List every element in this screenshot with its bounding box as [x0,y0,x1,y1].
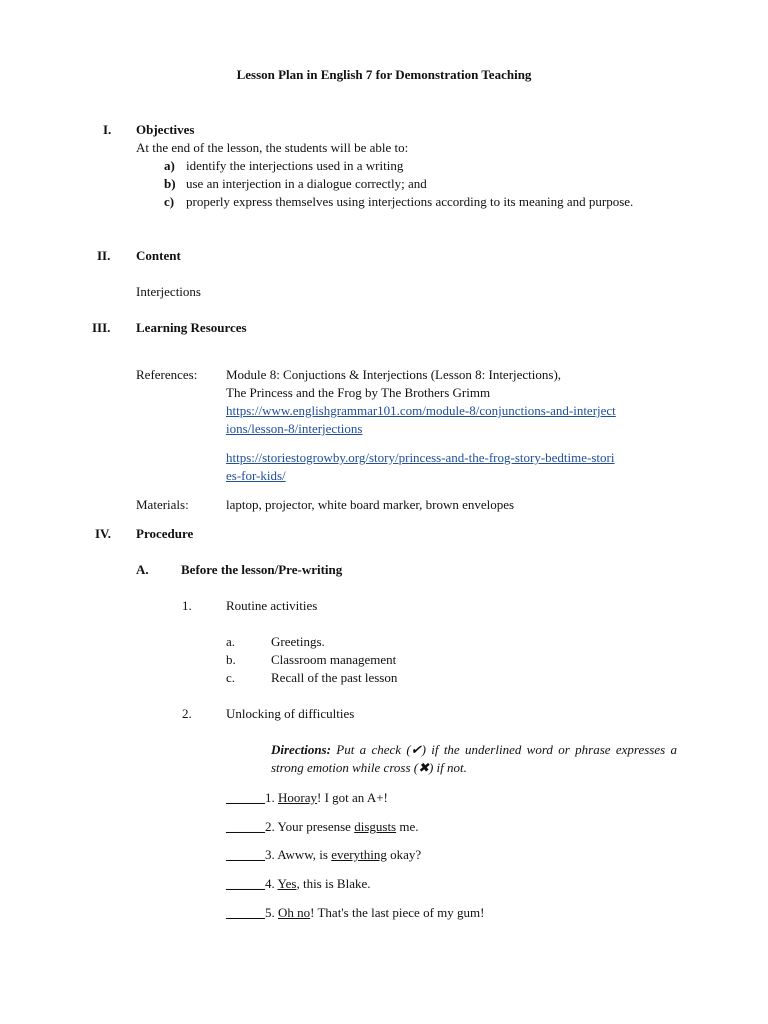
exercise-number: 2. [265,819,275,834]
objectives-intro: At the end of the lesson, the students will be able to: [136,140,409,155]
reference-link-grammar-cont[interactable]: ions/lesson-8/interjections [226,421,363,436]
exercise-item [226,904,484,922]
directions-paragraph [271,741,677,777]
answer-blank[interactable]: ______ [226,847,265,862]
step-title-1: Routine activities [226,598,318,613]
section-heading-resources: Learning Resources [136,320,247,335]
exercise-text: okay? [386,847,422,862]
step-number-2: 2. [182,706,192,721]
exercise-text: me. [396,819,419,834]
exercise-text: Awww, is [277,847,332,862]
routine-item-a: Greetings. [271,634,325,649]
references-label: References: [136,367,198,382]
exercise-text: , this is Blake. [296,876,371,891]
exercise-item [226,789,388,807]
exercise-number: 4. [265,876,275,891]
materials-label: Materials: [136,497,189,512]
routine-item-b: Classroom management [271,652,397,667]
objective-item-b: use an interjection in a dialogue correctly; and [186,176,427,191]
exercise-number: 1. [265,790,275,805]
section-heading-objectives: Objectives [136,122,195,137]
exercise-item [226,846,421,864]
exercise-number: 3. [265,847,275,862]
subsection-title-a: Before the lesson/Pre-writing [181,562,343,577]
section-number-procedure: IV. [95,526,112,541]
objective-item-c: properly express themselves using interjections according to its meaning and purpose. [186,194,634,209]
section-number-content: II. [97,248,111,263]
objective-letter-a: a) [164,158,175,173]
exercise-underlined-word: Yes [277,876,297,891]
directions-text: Put a check (✔) if the underlined word or phrase expresses a strong emotion while cross (✖) if not. [271,742,678,775]
exercise-underlined-word: Oh no [278,905,311,920]
reference-module: Module 8: Conjuctions & Interjections (Lesson 8: Interjections), [226,367,562,382]
reference-link-story-cont[interactable]: es-for-kids/ [226,468,286,483]
step-number-1: 1. [182,598,192,613]
exercise-underlined-word: Hooray [278,790,317,805]
subsection-letter-a: A. [136,562,149,577]
document-title: Lesson Plan in English 7 for Demonstration Teaching [236,67,532,82]
routine-letter-b: b. [226,652,236,667]
directions-label: Directions: [271,742,331,757]
answer-blank[interactable]: ______ [226,905,265,920]
step-title-2: Unlocking of difficulties [226,706,355,721]
exercise-item [226,818,419,836]
exercise-text: Your presense [277,819,355,834]
exercise-text: ! That's the last piece of my gum! [310,905,485,920]
materials-list: laptop, projector, white board marker, brown envelopes [226,497,515,512]
objective-letter-c: c) [164,194,175,209]
exercise-item [226,875,370,893]
section-heading-procedure: Procedure [136,526,194,541]
objective-item-a: identify the interjections used in a writing [186,158,404,173]
answer-blank[interactable]: ______ [226,790,265,805]
exercise-underlined-word: disgusts [354,819,397,834]
exercise-underlined-word: everything [331,847,387,862]
routine-item-c: Recall of the past lesson [271,670,398,685]
routine-letter-c: c. [226,670,236,685]
exercise-text: ! I got an A+! [317,790,388,805]
section-number-objectives: I. [103,122,112,137]
answer-blank[interactable]: ______ [226,876,265,891]
reference-story: The Princess and the Frog by The Brothers Grimm [226,385,491,400]
reference-link-grammar[interactable]: https://www.englishgrammar101.com/module-8/conjunctions-and-interject [226,403,616,418]
section-number-resources: III. [92,320,111,335]
reference-link-story[interactable]: https://storiestogrowby.org/story/princess-and-the-frog-story-bedtime-stori [226,450,615,465]
exercise-number: 5. [265,905,275,920]
section-heading-content: Content [136,248,181,263]
answer-blank[interactable]: ______ [226,819,265,834]
objective-letter-b: b) [164,176,176,191]
routine-letter-a: a. [226,634,236,649]
content-text: Interjections [136,284,201,299]
